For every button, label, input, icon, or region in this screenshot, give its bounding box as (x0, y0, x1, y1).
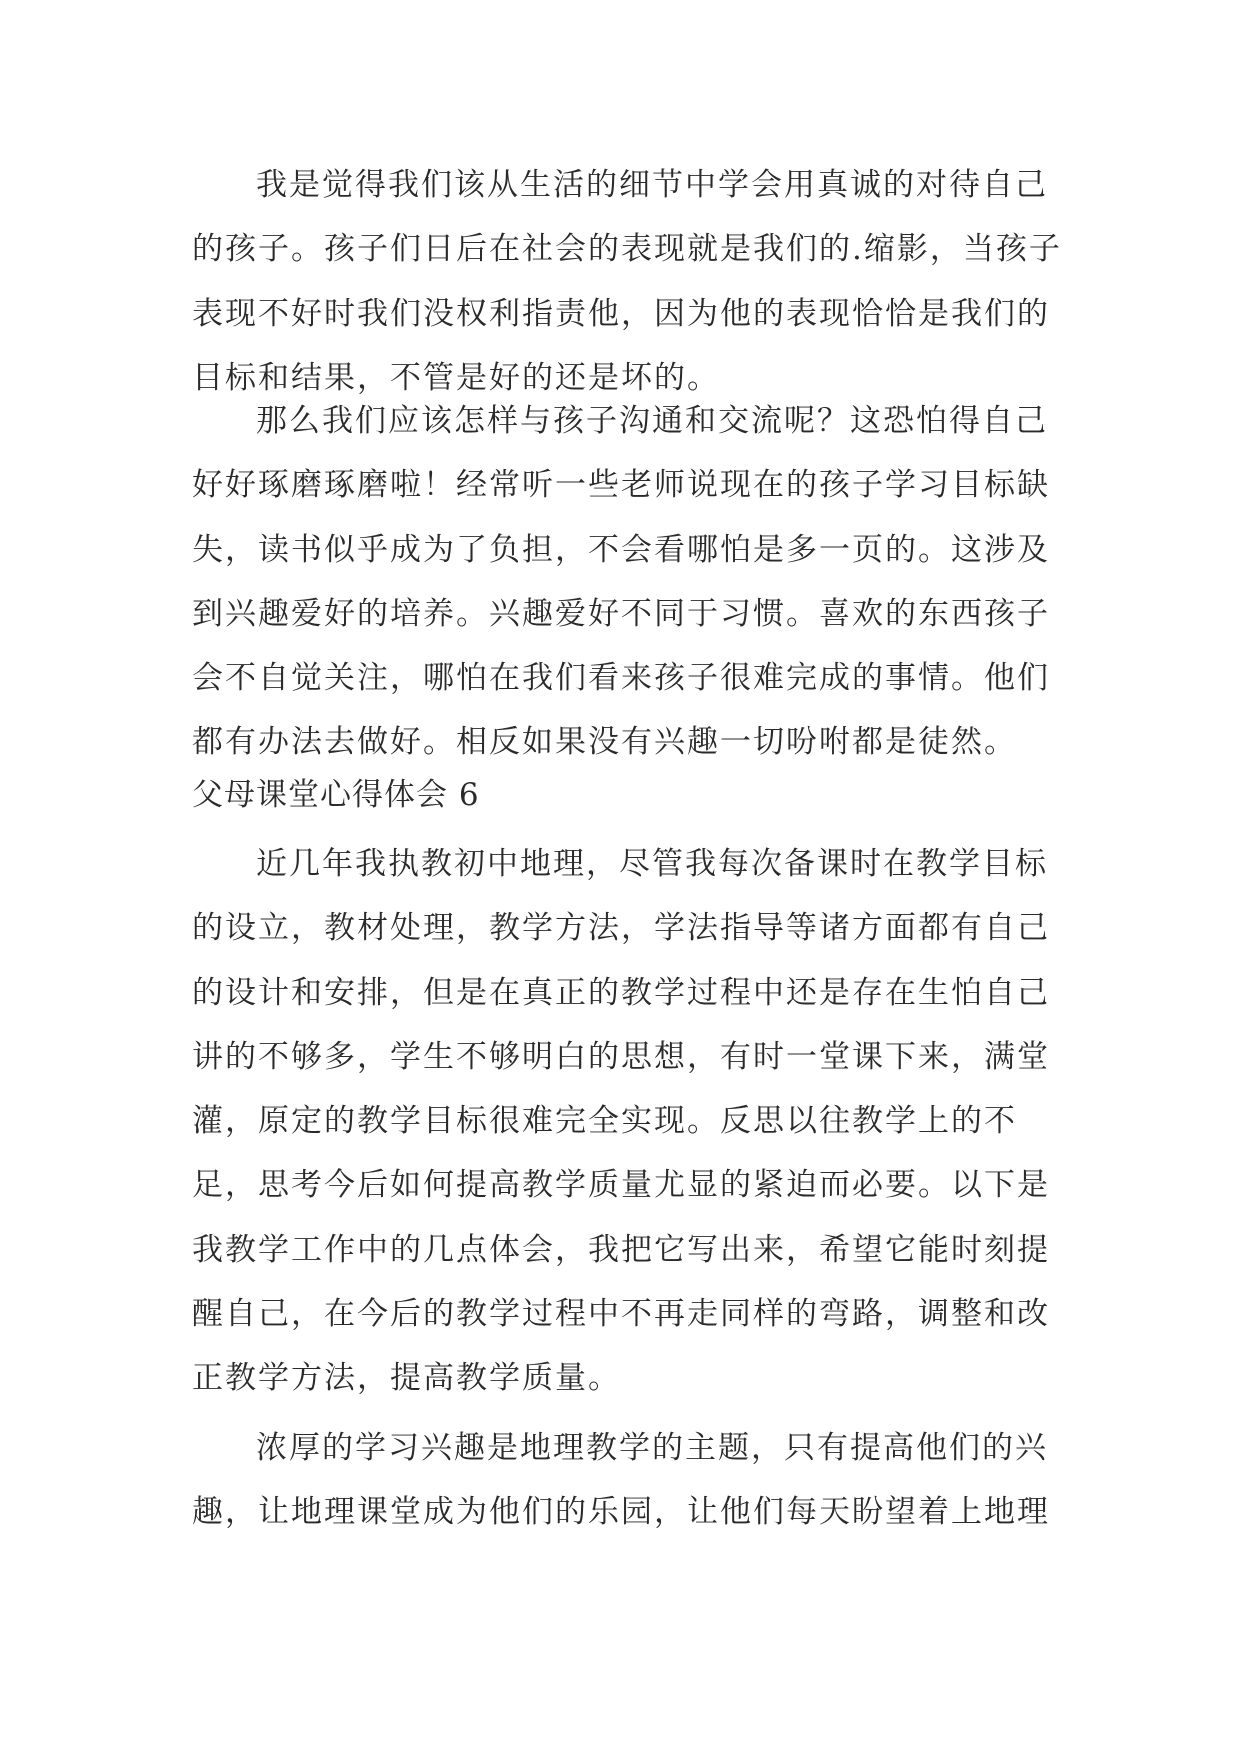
section-heading: 父母课堂心得体会 6 (192, 777, 480, 813)
body-paragraph: 近几年我执教初中地理，尽管我每次备课时在教学目标的设立，教材处理，教学方法，学法指导等诸方面都有自己的设计和安排，但是在真正的教学过程中还是存在生怕自己讲的不够多，学生不够明白的思想，有时一堂课下来，满堂灌，原定的教学目标很难完全实现。反思以往教学上的不足，思考今后如何提高教学质量尤显的紧迫而必要。以下是我教学工作中的几点体会，我把它写出来，希望它能时刻提醒自己，在今后的教学过程中不再走同样的弯路，调整和改正教学方法，提高教学质量。 (192, 846, 1050, 1397)
body-paragraph: 浓厚的学习兴趣是地理教学的主题，只有提高他们的兴趣，让地理课堂成为他们的乐园，让他们每天盼望着上地理 (192, 1430, 1050, 1531)
body-paragraph: 那么我们应该怎样与孩子沟通和交流呢？这恐怕得自己好好琢磨琢磨啦！经常听一些老师说现在的孩子学习目标缺失，读书似乎成为了负担，不会看哪怕是多一页的。这涉及到兴趣爱好的培养。兴趣爱好不同于习惯。喜欢的东西孩子会不自觉关注，哪怕在我们看来孩子很难完成的事情。他们都有办法去做好。相反如果没有兴趣一切吩咐都是徒然。 (192, 403, 1050, 761)
body-paragraph: 我是觉得我们该从生活的细节中学会用真诚的对待自己的孩子。孩子们日后在社会的表现就是我们的.缩影，当孩子表现不好时我们没权利指责他，因为他的表现恰恰是我们的目标和结果，不管是好的还是坏的。 (192, 167, 1062, 396)
